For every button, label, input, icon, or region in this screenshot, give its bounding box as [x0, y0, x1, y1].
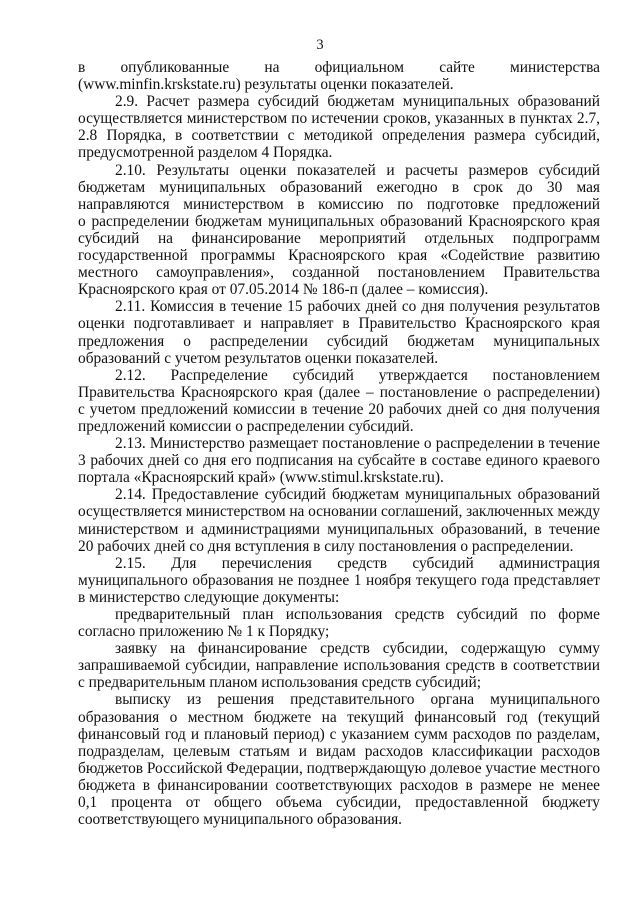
- text-line: образования о местном бюджете на текущий финансовый год (текущий: [78, 708, 600, 726]
- document-body: [78, 59, 600, 828]
- paragraph-p-2-13: [78, 435, 600, 486]
- text-line: заявку на финансирование средств субсидии, содержащую сумму: [115, 640, 600, 658]
- text-line: согласно приложению № 1 к Порядку;: [78, 623, 330, 641]
- page-number: 3: [316, 37, 324, 53]
- text-line: субсидий на финансирование мероприятий отдельных подпрограмм: [78, 229, 600, 247]
- text-line: в министерство следующие документы:: [78, 588, 340, 606]
- paragraph-p-2-14: [78, 486, 600, 554]
- text-line: бюджетов Российской Федерации, подтверждающую долевое участие местного: [78, 759, 601, 777]
- paragraph-p-zayavka: [78, 640, 600, 691]
- text-line: Красноярского края от 07.05.2014 № 186-п (далее – комиссия).: [78, 281, 489, 299]
- text-line: с предварительным планом использования средств субсидий;: [78, 674, 482, 692]
- text-line: Правительства Красноярского края (далее – постановление о распределении): [78, 383, 600, 401]
- text-line: выписку из решения представительного органа муниципального: [115, 691, 600, 709]
- text-line: бюджета в финансировании соответствующих расходов в размере не менее: [78, 776, 600, 794]
- text-line: в опубликованные на официальном сайте министерства: [78, 59, 600, 76]
- text-line: предложений комиссии о распределении субсидий.: [78, 417, 414, 435]
- text-line: осуществляется министерством на основании соглашений, заключенных между: [78, 503, 600, 521]
- paragraph-p-vypiska: [78, 691, 600, 828]
- text-line: предложения о распределении субсидий бюджетам муниципальных: [78, 332, 600, 350]
- text-line: соответствующего муниципального образования.: [78, 811, 403, 829]
- text-line: осуществляется министерством по истечении сроков, указанных в пунктах 2.7,: [78, 110, 600, 128]
- text-line: 2.9. Расчет размера субсидий бюджетам муниципальных образований: [115, 93, 600, 111]
- paragraph-p-2-12: [78, 367, 600, 435]
- text-line: запрашиваемой субсидии, направление использования средств в соответствии: [78, 657, 600, 675]
- text-line: портала «Красноярский край» (www.stimul.krskstate.ru).: [78, 469, 444, 487]
- text-line: 2.14. Предоставление субсидий бюджетам муниципальных образований: [115, 486, 600, 504]
- text-line: предусмотренной разделом 4 Порядка.: [78, 144, 333, 162]
- text-line: образований с учетом результатов оценки показателей.: [78, 349, 439, 367]
- paragraph-p-plan: [78, 606, 600, 640]
- paragraph-p-2-9: [78, 93, 600, 161]
- paragraph-p-intro: [78, 59, 600, 93]
- text-line: 2.13. Министерство размещает постановление о распределении в течение: [115, 435, 600, 453]
- text-line: подразделам, целевым статьям и видам расходов классификации расходов: [78, 742, 600, 760]
- paragraph-p-2-15: [78, 555, 600, 606]
- text-line: 20 рабочих дней со дня вступления в силу постановления о распределении.: [78, 537, 574, 555]
- text-line: о распределении бюджетам муниципальных образований Красноярского края: [78, 212, 600, 230]
- text-line: финансовый год и плановый период) с указанием сумм расходов по разделам,: [78, 725, 600, 743]
- text-line: муниципального образования не позднее 1 ноября текущего года представляет: [78, 571, 600, 589]
- text-line: оценки подготавливает и направляет в Правительство Красноярского края: [78, 315, 600, 333]
- text-line: с учетом предложений комиссии в течение 20 рабочих дней со дня получения: [78, 400, 600, 418]
- text-line: направляются министерством в комиссию по подготовке предложений: [78, 195, 600, 213]
- text-line: 2.12. Распределение субсидий утверждается постановлением: [115, 366, 600, 384]
- text-line: 0,1 процента от общего объема субсидии, предоставленной бюджету: [78, 794, 600, 812]
- text-line: 3 рабочих дней со дня его подписания на субсайте в составе единого краевого: [78, 452, 600, 470]
- text-line: бюджетам муниципальных образований ежегодно в срок до 30 мая: [78, 178, 600, 196]
- text-line: министерством и администрациями муниципальных образований, в течение: [78, 520, 600, 538]
- text-line: (www.minfin.krskstate.ru) результаты оценки показателей.: [78, 76, 454, 94]
- text-line: местного самоуправления», созданной постановлением Правительства: [78, 264, 600, 282]
- text-line: 2.8 Порядка, в соответствии с методикой определения размера субсидий,: [78, 127, 600, 145]
- paragraph-p-2-10: [78, 162, 600, 299]
- text-line: 2.15. Для перечисления средств субсидий администрация: [115, 554, 600, 572]
- text-line: предварительный план использования средств субсидий по форме: [115, 606, 600, 623]
- paragraph-p-2-11: [78, 298, 600, 366]
- text-line: государственной программы Красноярского края «Содействие развитию: [78, 247, 600, 265]
- text-line: 2.10. Результаты оценки показателей и расчеты размеров субсидий: [115, 161, 600, 179]
- text-line: 2.11. Комиссия в течение 15 рабочих дней со дня получения результатов: [115, 298, 600, 316]
